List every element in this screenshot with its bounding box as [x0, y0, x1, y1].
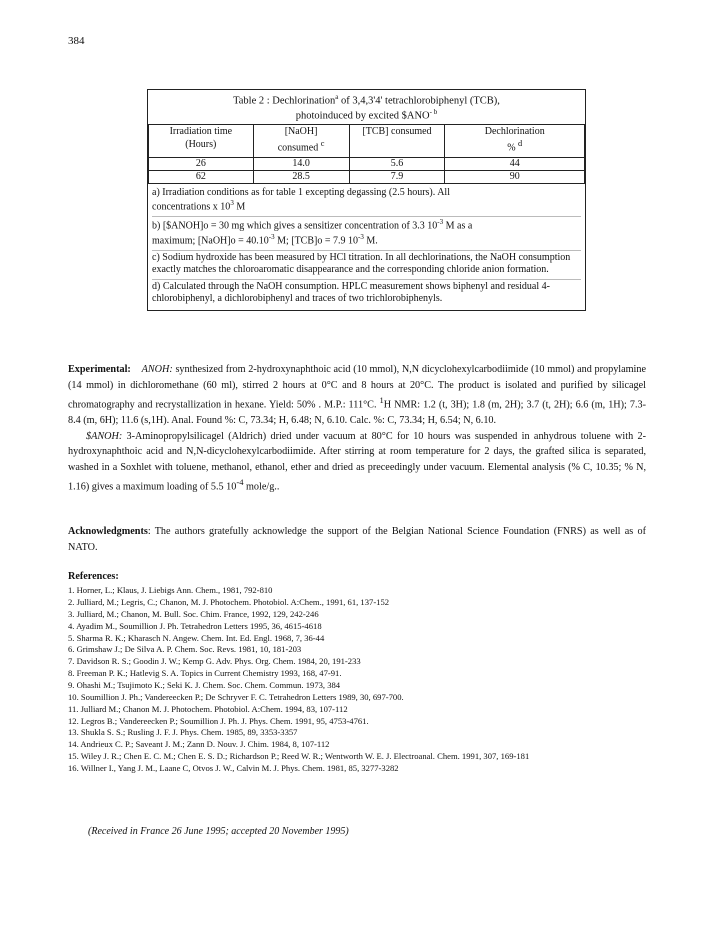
table-note-d: d) Calculated through the NaOH consumption. HPLC measurement shows biphenyl and residual 4-chlorobiphenyl, a dichlorobiphenyl and traces of two trichlorobiphenyls.	[152, 280, 550, 305]
references-section	[68, 570, 646, 775]
table-cell: 62	[149, 170, 254, 183]
anoh-label: ANOH:	[141, 364, 173, 375]
note-text: M; [TCB]o = 7.9 10	[274, 235, 358, 247]
column-header-irradiation	[149, 125, 254, 157]
reference-item: 14. Andrieux C. P.; Saveant J. M.; Zann D. Nouv. J. Chim. 1984, 8, 107-112	[68, 739, 330, 750]
column-header-label: [TCB] consumed	[362, 126, 432, 138]
table-cell: 44	[445, 157, 585, 170]
acknowledgments-section	[68, 524, 646, 556]
table-title-line2: photoinduced by excited $ANO	[295, 110, 430, 122]
reference-item: 16. Willner I., Yang J. M., Laane C, Otvos J. W., Calvin M. J. Phys. Chem. 1981, 85, 3277-3282	[68, 762, 399, 773]
reference-item: 4. Ayadim M., Soumillion J. Ph. Tetrahedron Letters 1995, 36, 4615-4618	[68, 620, 322, 631]
table-title-line1-rest: of 3,4,3'4' tetrachlorobiphenyl (TCB),	[338, 95, 500, 107]
table-notes	[148, 184, 585, 310]
table-note-c: c) Sodium hydroxide has been measured by HCl titration. In all dechlorinations, the NaOH consumption exactly matches the chloroaromatic disappearance and the corresponding chloride anion formation.	[152, 251, 581, 280]
reference-item: 6. Grimshaw J.; De Silva A. P. Chem. Soc. Revs. 1981, 10, 181-203	[68, 644, 302, 655]
note-text: M as a	[443, 220, 473, 232]
column-header-sub-text: %	[507, 142, 516, 154]
table-title-sup-a: a	[335, 93, 339, 101]
table-cell: 90	[445, 170, 585, 183]
table-2	[147, 89, 586, 311]
table-data-grid	[148, 124, 585, 183]
note-sup: -3	[268, 232, 275, 241]
experimental-text: 3-Aminopropylsilicagel (Aldrich) dried under vacuum at 80°C for 10 hours was suspended in anhydrous toluene with 2-hydroxynaphthoic acid and N,N-dicyclohexylcarbodiimide. After stirring at room temperature for 2 days, the grafted silica is separated, washed in a Soxhlet with toluene, methanol, ethanol, ether and dried as preceedingly under vacuum. Elemental analysis (% C, 10.35; % N, 1.16) gives a maximum loading of 5.5 10	[68, 430, 646, 493]
table-title-sup-b: - b	[429, 107, 438, 116]
experimental-paragraph-sanoh	[68, 429, 646, 496]
note-sup: -3	[358, 232, 364, 241]
reference-item: 7. Davidson R. S.; Goodin J. W.; Kemp G. Adv. Phys. Org. Chem. 1984, 20, 191-233	[68, 656, 361, 667]
note-sup: -3	[437, 217, 444, 226]
column-header-tcb	[349, 125, 445, 157]
references-heading: References:	[68, 571, 119, 582]
column-header-sublabel: (Hours)	[185, 138, 217, 150]
experimental-paragraph-anoh	[68, 362, 646, 429]
note-sup: 3	[230, 199, 234, 208]
experimental-text: mole/g..	[243, 481, 280, 493]
nmr-sup: 1	[379, 394, 384, 405]
experimental-text: synthesized from 2-hydroxynaphthoic acid (10 mmol), N,N dicyclohexylcarbodiimide (10 mmol) and propylamine (14 mmol) in dichloromethane (60 ml), stirred 2 hours at 0°C and 8 hours at 20°C. The product is isolated and purified by silicagel chromatography and recrystallization in hexane. Yield: 50% . M.P.: 111°C.	[68, 364, 647, 411]
table-row	[149, 170, 585, 183]
note-text: b) [$ANOH]o = 30 mg which gives a sensitizer concentration of 3.3 10	[152, 220, 438, 232]
acknowledgments-heading: Acknowledgments	[68, 526, 148, 537]
page-number: 384	[68, 35, 85, 47]
received-dates: (Received in France 26 June 1995; accepted 20 November 1995)	[88, 826, 349, 837]
reference-item: 5. Sharma R. K.; Kharasch N. Angew. Chem. Int. Ed. Engl. 1968, 7, 36-44	[68, 632, 325, 643]
column-header-sup: d	[518, 138, 523, 148]
table-note-a	[152, 186, 581, 217]
column-header-label: [NaOH]	[284, 126, 318, 138]
column-header-label: Irradiation time	[169, 126, 233, 138]
reference-item: 1. Horner, L.; Klaus, J. Liebigs Ann. Chem., 1981, 792-810	[68, 585, 273, 596]
reference-item: 3. Julliard, M.; Chanon, M. Bull. Soc. Chim. France, 1992, 129, 242-246	[68, 608, 319, 619]
table-row	[149, 157, 585, 170]
reference-item: 13. Shukla S. S.; Rusling J. F. J. Phys. Chem. 1985, 89, 3353-3357	[68, 727, 298, 738]
experimental-heading: Experimental:	[68, 364, 131, 375]
table-cell: 28.5	[253, 170, 349, 183]
table-note-b	[152, 217, 581, 251]
table-cell: 26	[149, 157, 254, 170]
reference-item: 8. Freeman P. K.; Hatlevig S. A. Topics in Current Chemistry 1993, 168, 47-91.	[68, 668, 342, 679]
table-cell: 14.0	[253, 157, 349, 170]
loading-sup: -4	[236, 477, 244, 488]
table-title-line1: Table 2 : Dechlorination	[233, 95, 336, 107]
column-header-sub-text: consumed	[277, 142, 319, 154]
column-header-sublabel	[258, 139, 345, 155]
reference-item: 10. Soumillion J. Ph.; Vandereecken P.; De Schryver F. C. Tetrahedron Letters 1989, 30, 697-700.	[68, 691, 404, 702]
experimental-section	[68, 362, 646, 495]
acknowledgments-text: : The authors gratefully acknowledge the support of the Belgian National Science Foundation (FNRS) as well as of NATO.	[68, 526, 646, 553]
sanoh-label: $ANOH:	[86, 430, 123, 442]
note-text: maximum; [NaOH]o = 40.10	[152, 235, 269, 247]
note-text: a) Irradiation conditions as for table 1 excepting degassing (2.5 hours). All	[152, 186, 450, 198]
reference-item: 9. Ohashi M.; Tsujimoto K.; Seki K. J. Chem. Soc. Chem. Commun. 1973, 384	[68, 679, 341, 690]
column-header-sublabel	[449, 139, 580, 155]
note-text: concentrations x 10	[152, 201, 231, 213]
table-header-row	[149, 125, 585, 157]
table-title	[148, 90, 585, 124]
column-header-dechlorination	[445, 125, 585, 157]
table-cell: 5.6	[349, 157, 445, 170]
reference-item: 15. Wiley J. R.; Chen E. C. M.; Chen E. S. D.; Richardson P.; Reed W. R.; Wentworth W. E. J. Electroanal. Chem. 1991, 307, 169-181	[68, 751, 530, 762]
column-header-naoh	[253, 125, 349, 157]
column-header-label: Dechlorination	[484, 126, 545, 138]
reference-item: 12. Legros B.; Vandereecken P.; Soumillion J. Ph. J. Phys. Chem. 1991, 95, 4753-4761.	[68, 715, 369, 726]
note-text: M.	[363, 235, 378, 247]
table-cell: 7.9	[349, 170, 445, 183]
reference-item: 11. Julliard M.; Chanon M. J. Photochem. Photobiol. A:Chem. 1994, 83, 107-112	[68, 703, 348, 714]
experimental-text: H NMR: 1.2 (t, 3H); 1.8 (m, 2H); 3.7 (t, 2H); 6.6 (m, 1H); 7.3-8.4 (m, 6H); 11.6 (s,1H). Anal. Found %: C, 73.34; H, 6.48; N, 6.10. Calc. %: C, 73.34; H, 6.54; N, 6.10.	[68, 399, 646, 426]
reference-item: 2. Julliard, M.; Legris, C.; Chanon, M. J. Photochem. Photobiol. A:Chem., 1991, 61, 137-152	[68, 596, 390, 607]
column-header-sup: c	[320, 138, 325, 148]
note-text: M	[233, 201, 246, 213]
